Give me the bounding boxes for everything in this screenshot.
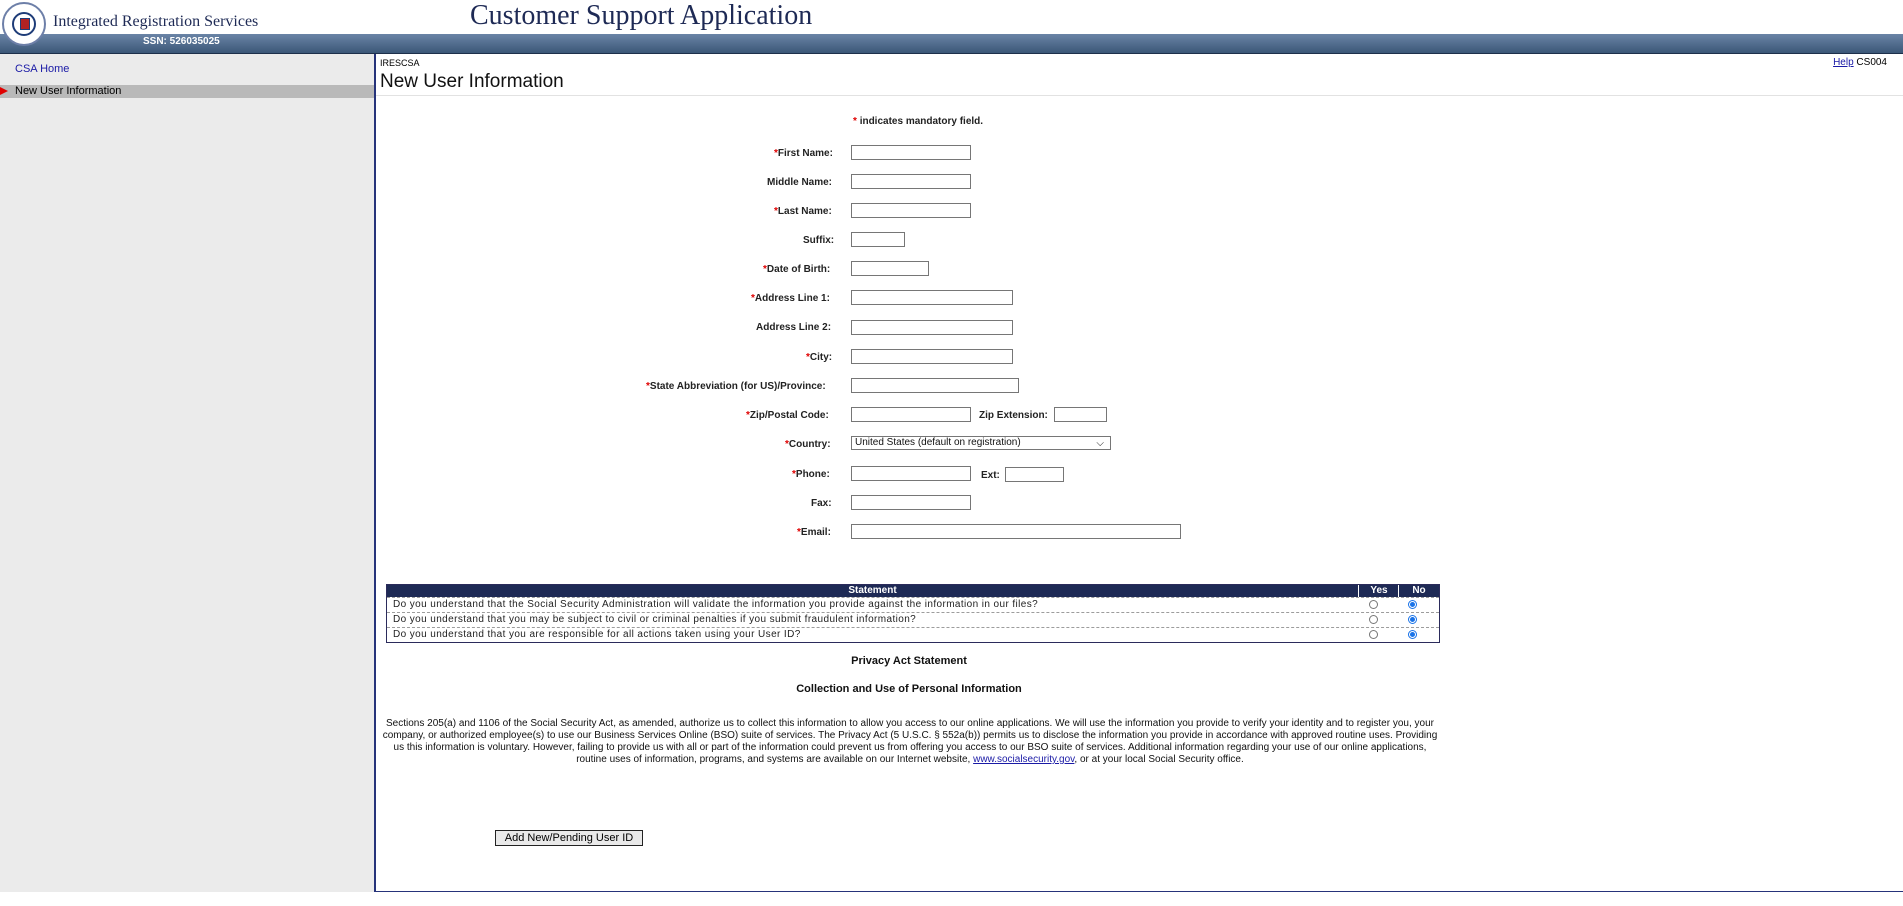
zip-postal-code-label-text: Zip/Postal Code:: [749, 410, 829, 421]
state-province-input[interactable]: [851, 378, 1019, 393]
email-label-text: Email:: [800, 527, 831, 538]
screen-code: CS004: [1856, 57, 1887, 68]
phone-ext-label: Ext:: [981, 470, 1000, 481]
required-star-icon: *: [646, 381, 650, 392]
required-star-icon: *: [792, 469, 796, 480]
statement-row: [387, 612, 1439, 627]
no-column-header: No: [1398, 585, 1439, 597]
country-label-text: Country:: [788, 439, 831, 450]
no-radio[interactable]: [1408, 600, 1417, 609]
mandatory-note: [853, 116, 983, 127]
required-star-icon: *: [774, 206, 778, 217]
yes-radio[interactable]: [1369, 615, 1378, 624]
sidebar-item-new-user-information[interactable]: [0, 85, 374, 98]
org-title: Integrated Registration Services: [53, 13, 259, 30]
statement-text: Do you understand that you are responsible for all actions taken using your User ID?: [393, 629, 801, 640]
first-name-label: [774, 148, 833, 159]
help-bar: [1833, 57, 1887, 68]
country-label: [785, 439, 831, 450]
privacy-body-text: Sections 205(a) and 1106 of the Social Security Act, as amended, authorize us to collect this information to allow you access to our online applications. We will use the information you provide to verify your identity and to register you, your company, or authorized employee(s) to use our Business Services Online (BSO) suite of services. The Privacy Act (5 U.S.C. § 552a(b)) permits us to disclose the information you provide in accordance with approved routine uses. Providing us this information is voluntary. However, failing to provide us with all or part of the information could prevent us from offering you access to our BSO suite of services. Additional information regarding your use of our online applications, routine uses of information, programs, and systems are available on our Internet website,: [382, 718, 1438, 765]
suffix-input[interactable]: [851, 232, 905, 247]
main-content: [376, 54, 1903, 892]
city-label-text: City:: [809, 352, 833, 363]
no-radio[interactable]: [1408, 615, 1417, 624]
privacy-act-body: [380, 718, 1440, 766]
date-of-birth-label-text: Date of Birth:: [766, 264, 831, 275]
statement-column-header: Statement: [848, 585, 897, 596]
required-star-icon: *: [785, 439, 789, 450]
privacy-act-subtitle: Collection and Use of Personal Information: [796, 683, 1022, 695]
email-input[interactable]: [851, 524, 1181, 539]
statement-text: Do you understand that the Social Security Administration will validate the information you provide against the information in our files?: [393, 599, 1039, 610]
breadcrumb: IRESCSA: [380, 58, 420, 68]
required-star-icon: *: [853, 116, 857, 127]
required-star-icon: *: [746, 410, 750, 421]
current-arrow-icon: [0, 87, 8, 95]
address-line-1-input[interactable]: [851, 290, 1013, 305]
phone-ext-input[interactable]: [1005, 467, 1064, 482]
zip-postal-code-input[interactable]: [851, 407, 971, 422]
address-line-2-label: Address Line 2:: [756, 322, 832, 333]
last-name-label: [774, 206, 832, 217]
statement-table: [386, 584, 1440, 643]
footer-divider: [374, 891, 1903, 892]
date-of-birth-label: [763, 264, 830, 275]
country-select[interactable]: [851, 436, 1111, 450]
yes-radio[interactable]: [1369, 630, 1378, 639]
required-star-icon: *: [806, 352, 810, 363]
zip-extension-label: Zip Extension:: [979, 410, 1048, 421]
required-star-icon: *: [763, 264, 767, 275]
suffix-label: Suffix:: [803, 235, 835, 246]
required-star-icon: *: [774, 148, 778, 159]
seal-shield: [20, 18, 30, 30]
state-province-label: [646, 381, 826, 392]
statement-text: Do you understand that you may be subject to civil or criminal penalties if you submit fraudulent information?: [393, 614, 917, 625]
fax-label: Fax:: [811, 498, 832, 509]
fax-input[interactable]: [851, 495, 971, 510]
statement-row: [387, 627, 1439, 642]
state-province-label-text: State Abbreviation (for US)/Province:: [649, 381, 826, 392]
last-name-input[interactable]: [851, 203, 971, 218]
country-select-value: United States (default on registration): [855, 437, 1021, 448]
first-name-input[interactable]: [851, 145, 971, 160]
sidebar-item-label: New User Information: [15, 85, 122, 97]
divider: [376, 95, 1903, 96]
first-name-label-text: First Name:: [777, 148, 833, 159]
chevron-down-icon: ⌵: [1096, 438, 1104, 449]
required-star-icon: *: [751, 293, 755, 304]
yes-radio[interactable]: [1369, 600, 1378, 609]
statement-header-row: [387, 585, 1439, 597]
add-new-pending-user-id-button[interactable]: Add New/Pending User ID: [495, 830, 643, 846]
app-title: Customer Support Application: [470, 0, 813, 31]
date-of-birth-input[interactable]: [851, 261, 929, 276]
city-label: [806, 352, 832, 363]
city-input[interactable]: [851, 349, 1013, 364]
no-radio[interactable]: [1408, 630, 1417, 639]
ssa-seal-logo: [2, 2, 46, 46]
sidebar: [0, 54, 376, 892]
yes-column-header: Yes: [1358, 585, 1399, 597]
last-name-label-text: Last Name:: [777, 206, 832, 217]
statement-row: [387, 597, 1439, 612]
phone-input[interactable]: [851, 466, 971, 481]
privacy-body-text-end: , or at your local Social Security office.: [1074, 754, 1244, 765]
help-link[interactable]: Help: [1833, 57, 1854, 68]
privacy-act-title: Privacy Act Statement: [851, 655, 967, 667]
address-line-2-input[interactable]: [851, 320, 1013, 335]
header: [0, 0, 1903, 34]
page-title: New User Information: [380, 71, 564, 92]
middle-name-input[interactable]: [851, 174, 971, 189]
zip-extension-input[interactable]: [1054, 407, 1107, 422]
email-label: [797, 527, 831, 538]
address-line-1-label-text: Address Line 1:: [754, 293, 830, 304]
mandatory-note-text: indicates mandatory field.: [859, 116, 984, 127]
sidebar-item-csa-home[interactable]: CSA Home: [15, 63, 70, 75]
phone-label-text: Phone:: [795, 469, 830, 480]
socialsecurity-link[interactable]: www.socialsecurity.gov: [973, 754, 1075, 765]
address-line-1-label: [751, 293, 830, 304]
middle-name-label: Middle Name:: [767, 177, 833, 188]
phone-label: [792, 469, 830, 480]
zip-postal-code-label: [746, 410, 829, 421]
top-bar: [0, 34, 1903, 54]
required-star-icon: *: [797, 527, 801, 538]
ssn-label: SSN: 526035025: [143, 36, 220, 47]
